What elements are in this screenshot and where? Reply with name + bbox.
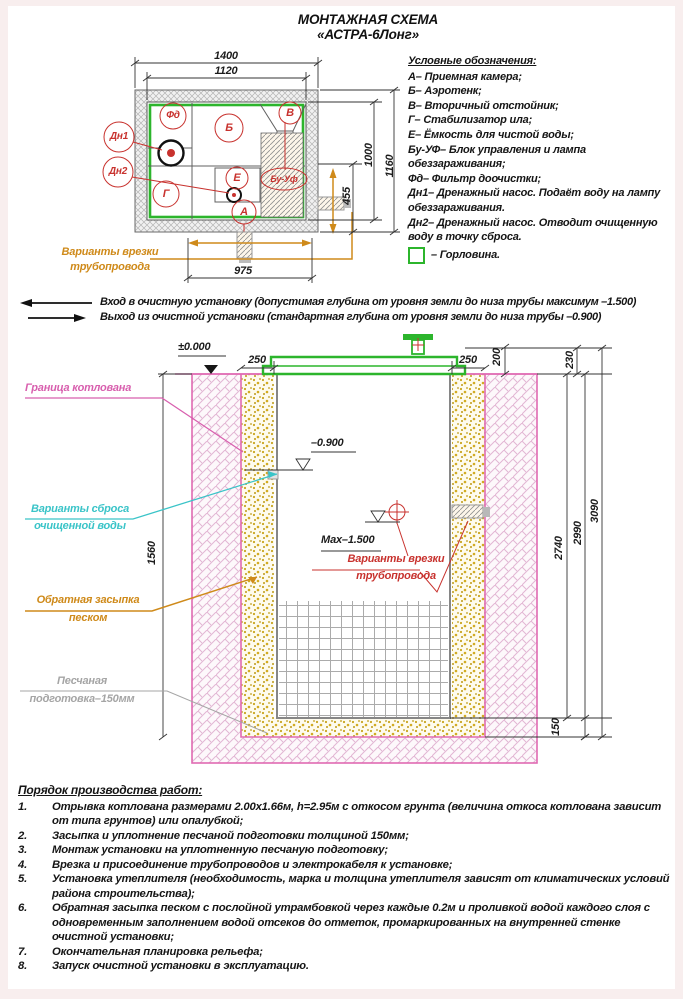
label-b: Б: [225, 122, 233, 134]
dim-150: 150: [550, 718, 562, 736]
legend-neck-row: [408, 247, 676, 264]
level-minus900: –0.900: [311, 437, 344, 449]
plan-dim-1400: 1400: [214, 50, 238, 62]
procedure-item: 5. Установка утеплителя (необходимость, марка и толщина утеплителя зависят от климатических условий района строительства);: [18, 873, 670, 900]
sand-backfill-left: [241, 374, 274, 718]
legend-heading: Условные обозначения:: [408, 55, 537, 67]
page-subtitle: «АСТРА-6Лонг»: [317, 27, 419, 42]
legend-item: Бу-УФ– Блок управления и лампа обеззараживания;: [408, 143, 586, 171]
plan-inlet-note-line1: Варианты врезки: [61, 246, 159, 258]
label-dn2: Дн2: [108, 166, 128, 177]
outlet-arrow-icon: [74, 314, 86, 322]
tank-ballast-grid: [279, 601, 448, 717]
discharge-label-line1: Варианты сброса: [30, 503, 130, 515]
neck-square-icon: [408, 247, 425, 264]
procedure-heading: Порядок производства работ:: [18, 783, 203, 797]
dim-3090: 3090: [589, 499, 601, 523]
plan-dim-1120: 1120: [214, 65, 238, 77]
section-inlet-label-line1: Варианты врезки: [347, 553, 445, 565]
legend: [408, 54, 676, 264]
legend-item: Дн2– Дренажный насос. Отводит очищенную воду в точку сброса.: [408, 216, 658, 244]
soil-bottom: [241, 737, 485, 763]
io-arrows: [20, 299, 92, 322]
label-e: Е: [233, 172, 241, 184]
legend-item: Е– Ёмкость для чистой воды;: [408, 128, 574, 141]
legend-item: Фд– Фильтр доочистки;: [408, 172, 542, 185]
dim-200: 200: [491, 348, 503, 366]
backfill-label-line1: Обратная засыпка: [36, 594, 140, 606]
outlet-note: Выход из очистной установки (стандартная глубина от уровня земли до низа трубы –0.900): [100, 311, 602, 323]
dim-1560: 1560: [146, 541, 158, 565]
procedure-item: 3. Монтаж установки на уплотненную песчаную подготовку;: [18, 844, 388, 856]
legend-item: В– Вторичный отстойник;: [408, 99, 559, 112]
legend-item: Дн1– Дренажный насос. Подаёт воду на лампу обеззараживания.: [408, 187, 661, 214]
soil-right: [485, 374, 537, 763]
pit-boundary-label: Граница котлована: [25, 382, 132, 394]
procedure-item: 7. Окончательная планировка рельефа;: [18, 945, 263, 958]
sandprep-label-line1: Песчаная: [56, 675, 108, 687]
procedure-item: 8. Запуск очистной установки в эксплуатацию.: [18, 960, 309, 972]
sandprep-label-line2: подготовка–150мм: [29, 693, 135, 705]
legend-item: Г– Стабилизатор ила;: [408, 114, 533, 127]
label-dn1: Дн1: [109, 131, 129, 142]
label-bu-uf: Бу-Уф: [270, 174, 298, 184]
plan-dim-455: 455: [341, 187, 353, 205]
zero-level-mark: [204, 365, 218, 374]
dim-2740: 2740: [553, 536, 565, 560]
legend-neck-label: – Горловина.: [431, 248, 500, 261]
page-title: МОНТАЖНАЯ СХЕМА: [297, 12, 439, 27]
dim-right-250: 250: [459, 354, 477, 366]
procedure-item: 2. Засыпка и уплотнение песчаной подготовки толщиной 150мм;: [18, 829, 409, 842]
bottom-pipe: [237, 232, 252, 258]
section-inlet-label-line2: трубопровода: [356, 570, 436, 582]
label-fd: Фд: [166, 110, 180, 121]
plan-dim-1000: 1000: [363, 143, 375, 167]
procedure-item: 4. Врезка и присоединение трубопроводов и электрокабеля к установке;: [18, 858, 453, 871]
procedure-item: 1. Отрывка котлована размерами 2.00х1.66м, h=2.95м с откосом грунта (величина откоса котлована зависит от типа грунтов) или опалубкой;: [18, 800, 662, 827]
plan-dim-1160: 1160: [384, 154, 396, 178]
dim-2990: 2990: [572, 521, 584, 545]
sand-preparation: [241, 718, 485, 737]
level-zero: ±0.000: [178, 341, 211, 353]
label-a: А: [240, 206, 248, 218]
level-max1500: Мах–1.500: [321, 534, 375, 546]
plan-inlet-note-line2: трубопровода: [70, 261, 150, 273]
label-g: Г: [162, 188, 170, 200]
discharge-label-line2: очищенной воды: [34, 520, 126, 532]
legend-item: Б– Аэротенк;: [408, 85, 482, 98]
backfill-label-line2: песком: [68, 612, 108, 624]
legend-item: А– Приемная камера;: [408, 70, 522, 83]
label-v: В: [286, 107, 294, 119]
inlet-note: Вход в очистную установку (допустимая глубина от уровня земли до низа трубы максимум –1.500): [100, 296, 637, 308]
inlet-pipe: [452, 505, 483, 518]
dim-left-250: 250: [248, 354, 266, 366]
dim-230: 230: [564, 351, 576, 369]
plan-dim-975: 975: [234, 265, 252, 277]
inlet-arrow-icon: [20, 299, 32, 307]
procedure-list: [18, 783, 670, 974]
procedure-item: 6. Обратная засыпка песком с послойной утрамбовкой через каждые 0.2м и проливкой водой каждого слоя с одновременным заполнением водой отсеков до отметок, промаркированных на внутренней стенке очистной установки;: [18, 902, 650, 943]
